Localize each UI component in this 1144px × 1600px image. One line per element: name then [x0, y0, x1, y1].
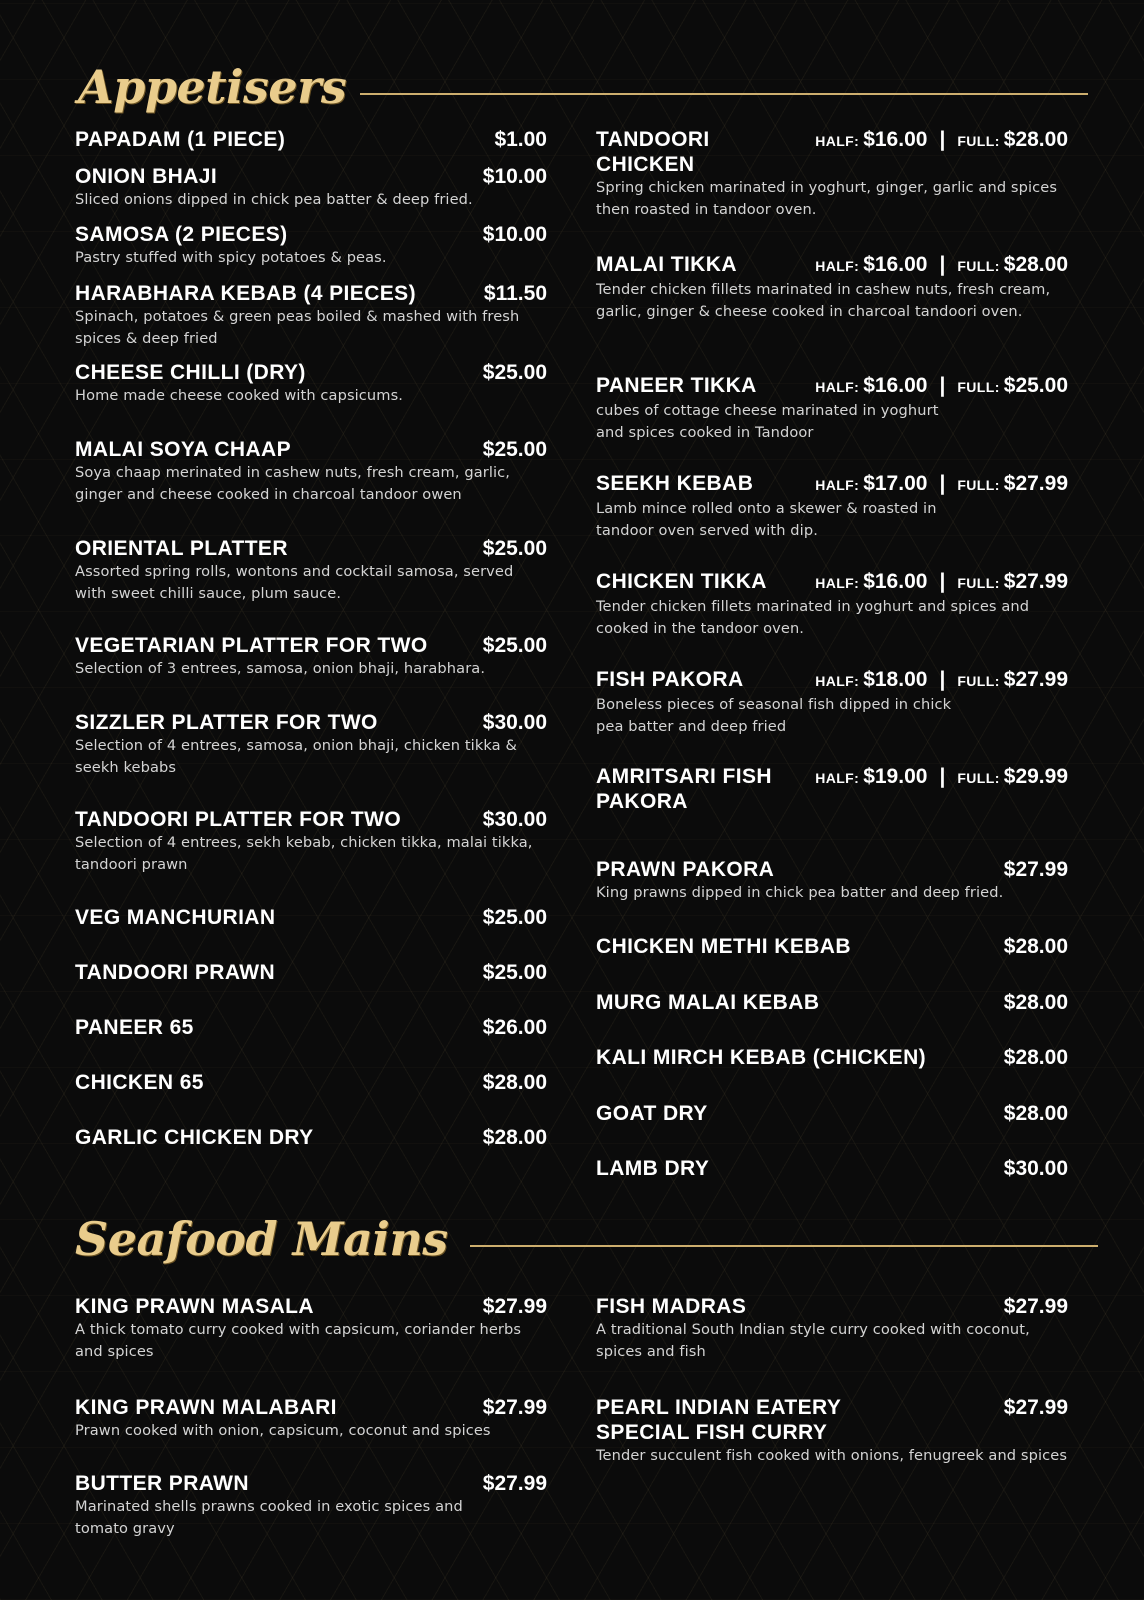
item-price: $25.00: [482, 537, 547, 560]
full-price: $29.99: [1003, 765, 1068, 788]
item-name: ORIENTAL PLATTER: [75, 537, 288, 560]
full-label: FULL:: [957, 770, 1000, 786]
half-label: HALF:: [815, 379, 860, 395]
menu-item: [75, 164, 547, 211]
heading-divider: [470, 1245, 1098, 1247]
menu-item: [596, 1395, 1068, 1467]
half-label: HALF:: [815, 575, 860, 591]
item-name: PAPADAM (1 PIECE): [75, 128, 286, 151]
section-title: Seafood Mains: [75, 1212, 448, 1266]
menu-item: [75, 1070, 547, 1095]
full-label: FULL:: [957, 258, 1000, 274]
item-description: A thick tomato curry cooked with capsicum, coriander herbs and spices: [75, 1321, 522, 1360]
half-price: $17.00: [863, 472, 928, 495]
item-name: SAMOSA (2 PIECES): [75, 223, 288, 246]
item-description: Selection of 3 entrees, samosa, onion bhaji, harabhara.: [75, 660, 486, 677]
menu-item: [596, 934, 1068, 959]
menu-item: [596, 1294, 1068, 1363]
menu-item: [596, 857, 1068, 904]
full-price: $28.00: [1003, 253, 1068, 276]
full-price: $27.99: [1003, 668, 1068, 691]
item-name: CHICKEN 65: [75, 1071, 204, 1094]
menu-item: [75, 1294, 547, 1363]
item-name: MALAI TIKKA: [596, 253, 737, 276]
full-label: FULL:: [957, 575, 1000, 591]
menu-item: [596, 1045, 1068, 1070]
section-title: Appetisers: [78, 60, 347, 114]
item-price: $28.00: [1003, 991, 1068, 1014]
menu-item: [75, 536, 547, 605]
menu-item: [75, 960, 547, 985]
item-description: Lamb mince rolled onto a skewer & roasted in tandoor oven served with dip.: [596, 500, 937, 539]
full-label: FULL:: [957, 133, 1000, 149]
item-name: SIZZLER PLATTER FOR TWO: [75, 711, 378, 734]
item-price: $26.00: [482, 1016, 547, 1039]
item-description: Home made cheese cooked with capsicums.: [75, 387, 404, 404]
item-price: $10.00: [482, 223, 547, 246]
item-name: GOAT DRY: [596, 1102, 708, 1125]
half-full-prices: [815, 764, 1068, 791]
menu-item: [75, 127, 547, 152]
item-name: PANEER TIKKA: [596, 374, 757, 397]
item-price: $28.00: [1003, 1102, 1068, 1125]
price-separator: |: [939, 128, 946, 151]
item-description: Sliced onions dipped in chick pea batter & deep fried.: [75, 191, 473, 208]
menu-item: [75, 633, 547, 680]
item-name: ONION BHAJI: [75, 165, 218, 188]
price-separator: |: [939, 668, 946, 691]
half-price: $19.00: [863, 765, 928, 788]
half-label: HALF:: [815, 477, 860, 493]
item-price: $28.00: [482, 1071, 547, 1094]
half-full-prices: [815, 667, 1068, 694]
item-name: TANDOORI CHICKEN: [596, 128, 710, 176]
item-name: PEARL INDIAN EATERY SPECIAL FISH CURRY: [596, 1396, 841, 1444]
item-name: TANDOORI PRAWN: [75, 961, 276, 984]
menu-item: [75, 1125, 547, 1150]
item-description: Selection of 4 entrees, sekh kebab, chicken tikka, malai tikka, tandoori prawn: [75, 834, 533, 873]
menu-item: [75, 905, 547, 930]
item-price: $25.00: [482, 961, 547, 984]
half-price: $18.00: [863, 668, 928, 691]
item-name: TANDOORI PLATTER FOR TWO: [75, 808, 402, 831]
menu-item: [75, 807, 547, 876]
item-description: Marinated shells prawns cooked in exotic spices and tomato gravy: [75, 1498, 463, 1537]
menu-item: [75, 281, 547, 350]
menu-item: [596, 373, 1068, 444]
half-label: HALF:: [815, 133, 860, 149]
item-description: Selection of 4 entrees, samosa, onion bhaji, chicken tikka & seekh kebabs: [75, 737, 517, 776]
price-separator: |: [939, 765, 946, 788]
menu-item: [75, 222, 547, 269]
item-name: CHICKEN METHI KEBAB: [596, 935, 851, 958]
item-name: CHICKEN TIKKA: [596, 570, 767, 593]
appetisers-heading: [78, 60, 1088, 114]
item-name: MALAI SOYA CHAAP: [75, 438, 292, 461]
half-full-prices: [815, 569, 1068, 596]
item-name: PRAWN PAKORA: [596, 858, 775, 881]
price-separator: |: [939, 253, 946, 276]
item-description: cubes of cottage cheese marinated in yoghurt and spices cooked in Tandoor: [596, 402, 939, 441]
item-price: $30.00: [482, 711, 547, 734]
price-separator: |: [939, 570, 946, 593]
menu-item: [75, 1471, 547, 1540]
half-full-prices: [815, 471, 1068, 498]
item-name: SEEKH KEBAB: [596, 472, 754, 495]
item-name: VEG MANCHURIAN: [75, 906, 276, 929]
item-name: PANEER 65: [75, 1016, 194, 1039]
menu-item: [596, 127, 1068, 221]
menu-item: [596, 252, 1068, 323]
item-description: Soya chaap merinated in cashew nuts, fresh cream, garlic, ginger and cheese cooked in charcoal tandoor owen: [75, 464, 511, 503]
item-name: GARLIC CHICKEN DRY: [75, 1126, 314, 1149]
item-price: $1.00: [494, 128, 547, 151]
item-price: $27.99: [482, 1295, 547, 1318]
item-name: KALI MIRCH KEBAB (CHICKEN): [596, 1046, 927, 1069]
item-price: $27.99: [1003, 1396, 1068, 1419]
item-description: Tender chicken fillets marinated in cashew nuts, fresh cream, garlic, ginger & cheese cooked in charcoal tandoori oven.: [596, 281, 1051, 320]
item-description: Spinach, potatoes & green peas boiled & mashed with fresh spices & deep fried: [75, 308, 520, 347]
half-label: HALF:: [815, 673, 860, 689]
seafood-heading: [75, 1212, 1098, 1266]
item-price: $10.00: [482, 165, 547, 188]
half-price: $16.00: [863, 570, 928, 593]
menu-item: [596, 1101, 1068, 1126]
item-name: KING PRAWN MALABARI: [75, 1396, 337, 1419]
half-full-prices: [815, 373, 1068, 400]
half-price: $16.00: [863, 253, 928, 276]
item-price: $27.99: [482, 1472, 547, 1495]
item-price: $30.00: [482, 808, 547, 831]
menu-item: [596, 667, 1068, 738]
half-label: HALF:: [815, 258, 860, 274]
item-name: AMRITSARI FISH PAKORA: [596, 765, 772, 813]
menu-item: [75, 1015, 547, 1040]
menu-item: [75, 710, 547, 779]
full-label: FULL:: [957, 673, 1000, 689]
menu-item: [596, 990, 1068, 1015]
item-name: FISH MADRAS: [596, 1295, 747, 1318]
full-price: $28.00: [1003, 128, 1068, 151]
item-price: $27.99: [1003, 858, 1068, 881]
full-price: $25.00: [1003, 374, 1068, 397]
heading-divider: [360, 93, 1088, 95]
item-name: BUTTER PRAWN: [75, 1472, 249, 1495]
full-price: $27.99: [1003, 472, 1068, 495]
item-price: $27.99: [1003, 1295, 1068, 1318]
item-name: CHEESE CHILLI (DRY): [75, 361, 306, 384]
item-price: $27.99: [482, 1396, 547, 1419]
full-price: $27.99: [1003, 570, 1068, 593]
item-name: LAMB DRY: [596, 1157, 710, 1180]
item-description: Tender chicken fillets marinated in yoghurt and spices and cooked in the tandoor oven.: [596, 598, 1030, 637]
menu-item: [75, 437, 547, 506]
menu-item: [596, 764, 1068, 814]
half-full-prices: [815, 252, 1068, 279]
menu-item: [596, 569, 1068, 640]
menu-item: [75, 1395, 547, 1442]
item-price: $25.00: [482, 906, 547, 929]
item-price: $28.00: [482, 1126, 547, 1149]
item-price: $25.00: [482, 634, 547, 657]
item-price: $28.00: [1003, 935, 1068, 958]
half-price: $16.00: [863, 374, 928, 397]
full-label: FULL:: [957, 477, 1000, 493]
price-separator: |: [939, 374, 946, 397]
item-description: Prawn cooked with onion, capsicum, coconut and spices: [75, 1422, 491, 1439]
half-full-prices: [815, 127, 1068, 154]
item-price: $28.00: [1003, 1046, 1068, 1069]
menu-item: [75, 360, 547, 407]
item-price: $25.00: [482, 361, 547, 384]
item-description: Pastry stuffed with spicy potatoes & peas.: [75, 249, 387, 266]
price-separator: |: [939, 472, 946, 495]
item-description: Boneless pieces of seasonal fish dipped in chick pea batter and deep fried: [596, 696, 952, 735]
menu-item: [596, 471, 1068, 542]
item-name: MURG MALAI KEBAB: [596, 991, 820, 1014]
item-name: HARABHARA KEBAB (4 PIECES): [75, 282, 416, 305]
item-name: FISH PAKORA: [596, 668, 744, 691]
item-name: KING PRAWN MASALA: [75, 1295, 314, 1318]
item-price: $30.00: [1003, 1157, 1068, 1180]
item-description: Tender succulent fish cooked with onions, fenugreek and spices: [596, 1447, 1068, 1464]
item-description: King prawns dipped in chick pea batter and deep fried.: [596, 884, 1004, 901]
menu-item: [596, 1156, 1068, 1181]
item-name: VEGETARIAN PLATTER FOR TWO: [75, 634, 428, 657]
item-description: Assorted spring rolls, wontons and cocktail samosa, served with sweet chilli sauce, plum sauce.: [75, 563, 514, 602]
item-description: Spring chicken marinated in yoghurt, ginger, garlic and spices then roasted in tandoor oven.: [596, 179, 1058, 218]
half-label: HALF:: [815, 770, 860, 786]
item-price: $11.50: [483, 282, 547, 305]
half-price: $16.00: [863, 128, 928, 151]
full-label: FULL:: [957, 379, 1000, 395]
item-price: $25.00: [482, 438, 547, 461]
item-description: A traditional South Indian style curry cooked with coconut, spices and fish: [596, 1321, 1030, 1360]
